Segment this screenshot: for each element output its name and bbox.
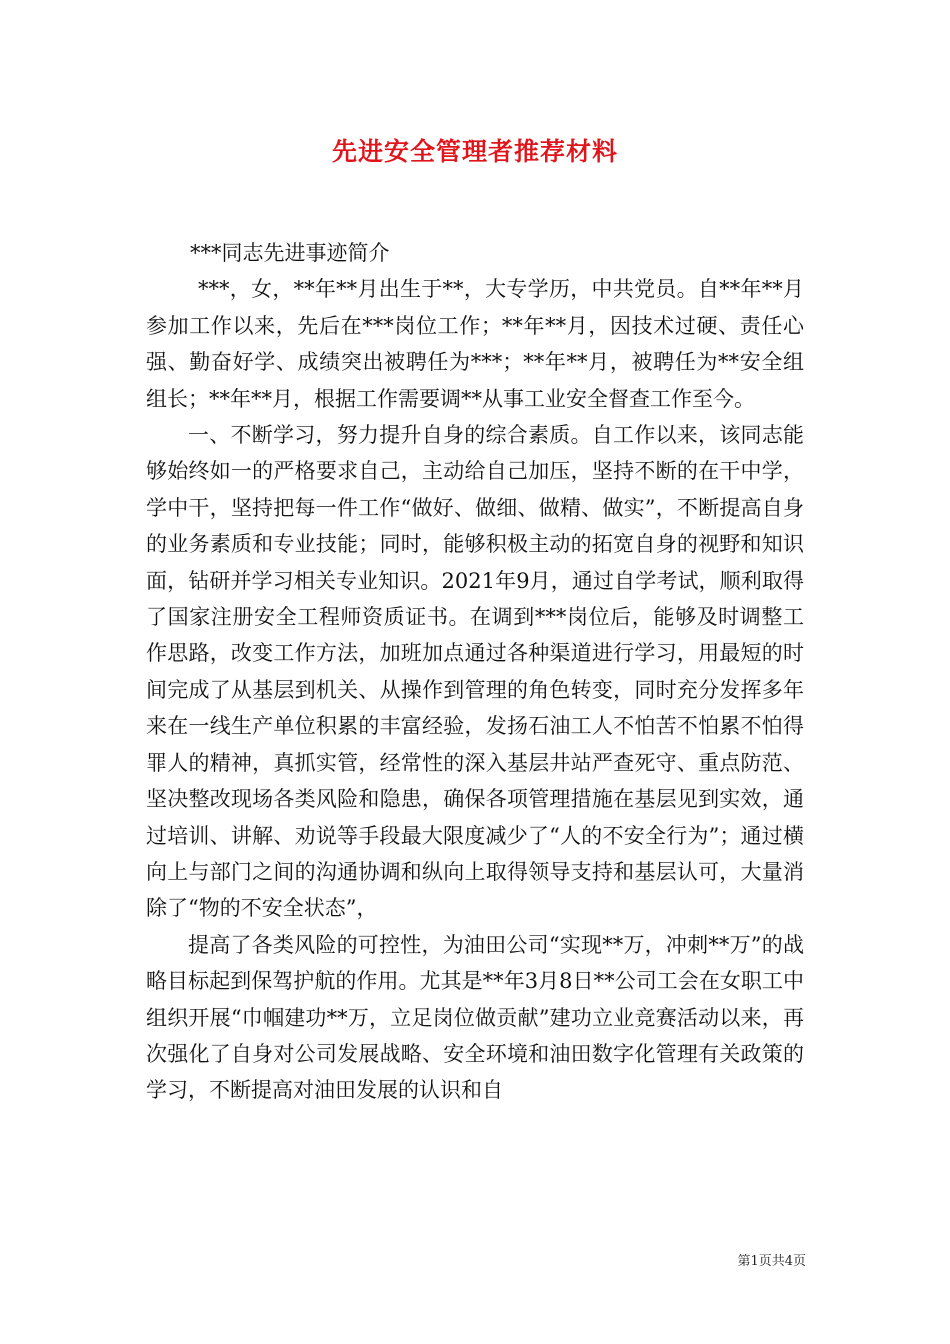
document-title: 先进安全管理者推荐材料 (331, 137, 618, 166)
document-subheading: ***同志先进事迹简介 (190, 241, 390, 265)
paragraph-risk-control: 提高了各类风险的可控性，为油田公司“实现**万，冲刺**万”的战略目标起到保驾护航的作用。尤其是**年3月8日**公司工会在女职工中组织开展“巾帼建功**万，立足岗位做贡献”建功立业竞赛活动以来，再次强化了自身对公司发展战略、安全环境和油田数字化管理有关政策的学习，不断提高对油田发展的认识和自 (146, 932, 804, 1103)
paragraph-learning: 一、不断学习，努力提升自身的综合素质。自工作以来，该同志能够始终如一的严格要求自己，主动给自己加压，坚持不断的在干中学，学中干，坚持把每一件工作“做好、做细、做精、做实”，不断提高自身的业务素质和专业技能；同时，能够积极主动的拓宽自身的视野和知识面，钻研并学习相关专业知识。2021年9月，通过自学考试，顺利取得了国家注册安全工程师资质证书。在调到***岗位后，能够及时调整工作思路，改变工作方法，加班加点通过各种渠道进行学习，用最短的时间完成了从基层到机关、从操作到管理的角色转变，同时充分发挥多年来在一线生产单位积累的丰富经验，发扬石油工人不怕苦不怕累不怕得罪人的精神，真抓实管，经常性的深入基层井站严查死守、重点防范、坚决整改现场各类风险和隐患，确保各项管理措施在基层见到实效，通过培训、讲解、劝说等手段最大限度减少了“人的不安全行为”；通过横向上与部门之间的沟通协调和纵向上取得领导支持和基层认可，大量消除了“物的不安全状态”， (146, 423, 804, 921)
document-body (146, 235, 804, 1109)
paragraph-profile: ***，女，**年**月出生于**，大专学历，中共党员。自**年**月参加工作以来，先后在***岗位工作；**年**月，因技术过硬、责任心强、勤奋好学、成绩突出被聘任为***；**年**月，被聘任为**安全组组长；**年**月，根据工作需要调**从事工业安全督查工作至今。 (146, 277, 804, 411)
page-number: 第1页共4页 (737, 1254, 806, 1269)
